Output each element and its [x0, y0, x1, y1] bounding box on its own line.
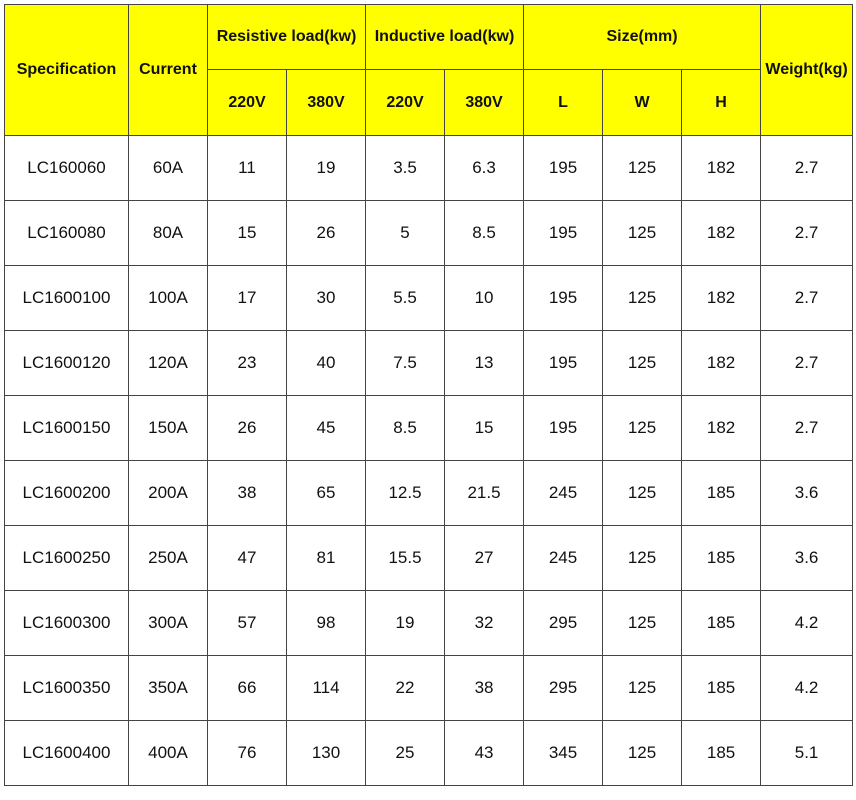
resistive-220v-cell: 76 [208, 721, 287, 786]
resistive-380v-cell: 40 [287, 331, 366, 396]
inductive-220v-cell: 7.5 [366, 331, 445, 396]
resistive-220v-cell: 57 [208, 591, 287, 656]
inductive-220v-cell: 25 [366, 721, 445, 786]
weight-cell: 2.7 [761, 136, 853, 201]
size-h-cell: 185 [682, 461, 761, 526]
size-w-cell: 125 [603, 656, 682, 721]
size-h-cell: 182 [682, 266, 761, 331]
weight-cell: 2.7 [761, 266, 853, 331]
table-row [5, 526, 853, 591]
resistive-220v-cell: 17 [208, 266, 287, 331]
size-w-cell: 125 [603, 331, 682, 396]
size-l-cell: 195 [524, 266, 603, 331]
table-row [5, 396, 853, 461]
resistive-380v-cell: 45 [287, 396, 366, 461]
size-w-cell: 125 [603, 396, 682, 461]
inductive-380v-cell: 21.5 [445, 461, 524, 526]
header-size: Size(mm) [524, 5, 761, 70]
header-inductive-220v: 220V [366, 70, 445, 136]
inductive-220v-cell: 5 [366, 201, 445, 266]
inductive-220v-cell: 3.5 [366, 136, 445, 201]
size-l-cell: 295 [524, 656, 603, 721]
size-h-cell: 185 [682, 721, 761, 786]
size-l-cell: 295 [524, 591, 603, 656]
inductive-380v-cell: 32 [445, 591, 524, 656]
resistive-220v-cell: 66 [208, 656, 287, 721]
header-specification: Specification [5, 5, 129, 136]
inductive-380v-cell: 13 [445, 331, 524, 396]
current-cell: 300A [129, 591, 208, 656]
spec-cell: LC1600400 [5, 721, 129, 786]
header-size-l: L [524, 70, 603, 136]
inductive-220v-cell: 22 [366, 656, 445, 721]
inductive-380v-cell: 15 [445, 396, 524, 461]
spec-cell: LC1600120 [5, 331, 129, 396]
inductive-220v-cell: 12.5 [366, 461, 445, 526]
size-h-cell: 185 [682, 526, 761, 591]
size-h-cell: 185 [682, 591, 761, 656]
table-header [5, 5, 853, 136]
spec-cell: LC1600100 [5, 266, 129, 331]
resistive-380v-cell: 81 [287, 526, 366, 591]
size-l-cell: 195 [524, 136, 603, 201]
current-cell: 60A [129, 136, 208, 201]
resistive-220v-cell: 23 [208, 331, 287, 396]
resistive-380v-cell: 30 [287, 266, 366, 331]
size-h-cell: 182 [682, 201, 761, 266]
inductive-380v-cell: 27 [445, 526, 524, 591]
size-w-cell: 125 [603, 721, 682, 786]
size-w-cell: 125 [603, 266, 682, 331]
resistive-220v-cell: 26 [208, 396, 287, 461]
current-cell: 100A [129, 266, 208, 331]
current-cell: 200A [129, 461, 208, 526]
inductive-380v-cell: 43 [445, 721, 524, 786]
spec-cell: LC1600250 [5, 526, 129, 591]
header-size-w: W [603, 70, 682, 136]
header-resistive-220v: 220V [208, 70, 287, 136]
header-resistive-load: Resistive load(kw) [208, 5, 366, 70]
spec-cell: LC1600350 [5, 656, 129, 721]
size-l-cell: 195 [524, 396, 603, 461]
size-w-cell: 125 [603, 461, 682, 526]
inductive-380v-cell: 10 [445, 266, 524, 331]
table-row [5, 266, 853, 331]
table-row [5, 721, 853, 786]
inductive-380v-cell: 38 [445, 656, 524, 721]
size-h-cell: 182 [682, 136, 761, 201]
spec-cell: LC1600200 [5, 461, 129, 526]
inductive-220v-cell: 5.5 [366, 266, 445, 331]
resistive-380v-cell: 98 [287, 591, 366, 656]
size-h-cell: 182 [682, 331, 761, 396]
header-size-h: H [682, 70, 761, 136]
spec-cell: LC160060 [5, 136, 129, 201]
size-l-cell: 195 [524, 201, 603, 266]
current-cell: 80A [129, 201, 208, 266]
size-l-cell: 245 [524, 526, 603, 591]
table-row [5, 656, 853, 721]
size-h-cell: 185 [682, 656, 761, 721]
spec-cell: LC1600300 [5, 591, 129, 656]
table-row [5, 136, 853, 201]
header-current: Current [129, 5, 208, 136]
inductive-380v-cell: 8.5 [445, 201, 524, 266]
header-inductive-load: Inductive load(kw) [366, 5, 524, 70]
spec-cell: LC1600150 [5, 396, 129, 461]
spec-table [4, 4, 853, 786]
current-cell: 120A [129, 331, 208, 396]
header-weight: Weight(kg) [761, 5, 853, 136]
size-w-cell: 125 [603, 201, 682, 266]
table-body [5, 136, 853, 786]
inductive-220v-cell: 15.5 [366, 526, 445, 591]
header-row-top [5, 5, 853, 70]
weight-cell: 5.1 [761, 721, 853, 786]
table-row [5, 201, 853, 266]
size-w-cell: 125 [603, 136, 682, 201]
current-cell: 350A [129, 656, 208, 721]
spec-cell: LC160080 [5, 201, 129, 266]
resistive-380v-cell: 65 [287, 461, 366, 526]
size-l-cell: 195 [524, 331, 603, 396]
weight-cell: 3.6 [761, 461, 853, 526]
header-resistive-380v: 380V [287, 70, 366, 136]
inductive-380v-cell: 6.3 [445, 136, 524, 201]
table-row [5, 461, 853, 526]
weight-cell: 3.6 [761, 526, 853, 591]
size-l-cell: 245 [524, 461, 603, 526]
size-w-cell: 125 [603, 591, 682, 656]
inductive-220v-cell: 8.5 [366, 396, 445, 461]
current-cell: 250A [129, 526, 208, 591]
weight-cell: 2.7 [761, 201, 853, 266]
inductive-220v-cell: 19 [366, 591, 445, 656]
size-l-cell: 345 [524, 721, 603, 786]
header-inductive-380v: 380V [445, 70, 524, 136]
current-cell: 400A [129, 721, 208, 786]
size-h-cell: 182 [682, 396, 761, 461]
resistive-220v-cell: 47 [208, 526, 287, 591]
weight-cell: 2.7 [761, 331, 853, 396]
resistive-380v-cell: 114 [287, 656, 366, 721]
resistive-380v-cell: 19 [287, 136, 366, 201]
weight-cell: 4.2 [761, 656, 853, 721]
resistive-220v-cell: 15 [208, 201, 287, 266]
resistive-220v-cell: 11 [208, 136, 287, 201]
resistive-380v-cell: 130 [287, 721, 366, 786]
size-w-cell: 125 [603, 526, 682, 591]
resistive-220v-cell: 38 [208, 461, 287, 526]
table-row [5, 331, 853, 396]
weight-cell: 2.7 [761, 396, 853, 461]
table-row [5, 591, 853, 656]
resistive-380v-cell: 26 [287, 201, 366, 266]
weight-cell: 4.2 [761, 591, 853, 656]
current-cell: 150A [129, 396, 208, 461]
